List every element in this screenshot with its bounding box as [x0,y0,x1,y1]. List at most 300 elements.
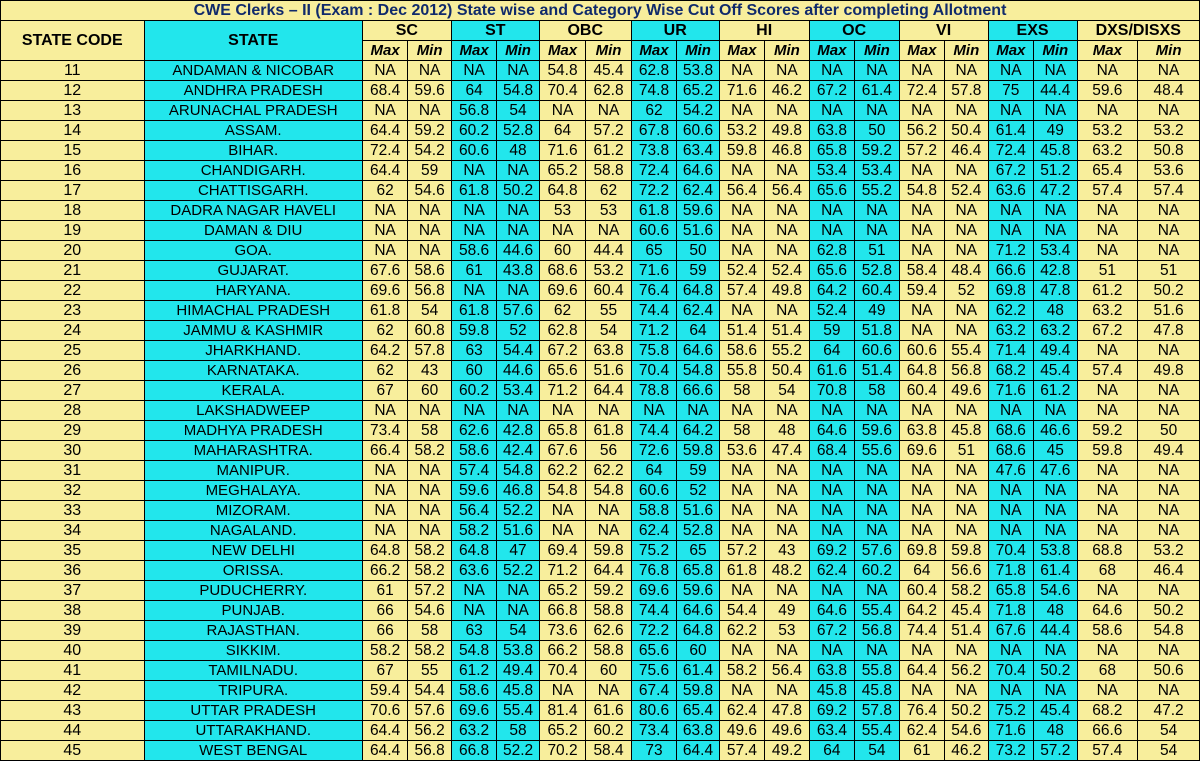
score-cell-dxs-disxs-max: 67.2 [1077,321,1138,341]
score-cell-ur-max: 70.4 [631,361,676,381]
score-cell-hi-max: NA [719,401,764,421]
state-name-cell: LAKSHADWEEP [144,401,362,421]
score-cell-st-max: 56.8 [451,101,496,121]
state-code-cell: 43 [1,701,145,721]
score-cell-vi-min: 59.8 [945,541,988,561]
score-cell-obc-max: 71.6 [539,141,586,161]
score-cell-obc-max: 71.2 [539,561,586,581]
score-cell-st-max: 61 [451,261,496,281]
score-cell-obc-min: 57.2 [586,121,631,141]
score-cell-oc-max: NA [809,401,854,421]
score-cell-vi-min: 55.4 [945,341,988,361]
score-cell-dxs-disxs-max: NA [1077,461,1138,481]
score-cell-exs-max: NA [988,521,1033,541]
score-cell-st-max: 63.6 [451,561,496,581]
score-cell-st-min: 52 [497,321,539,341]
score-cell-exs-max: NA [988,221,1033,241]
score-cell-vi-min: NA [945,201,988,221]
score-cell-vi-max: 64 [899,561,944,581]
state-name-cell: HARYANA. [144,281,362,301]
min-header-st: Min [497,41,539,61]
max-header-ur: Max [631,41,676,61]
score-cell-exs-max: 75.2 [988,701,1033,721]
score-cell-vi-min: NA [945,301,988,321]
score-cell-obc-max: 54.8 [539,481,586,501]
score-cell-dxs-disxs-min: 49.4 [1138,441,1200,461]
score-cell-exs-min: 51.2 [1034,161,1077,181]
score-cell-oc-max: NA [809,201,854,221]
score-cell-oc-min: 55.4 [855,721,899,741]
score-cell-exs-max: 63.2 [988,321,1033,341]
score-cell-oc-min: NA [855,61,899,81]
score-cell-exs-max: 68.6 [988,441,1033,461]
score-cell-hi-max: 57.4 [719,281,764,301]
state-code-cell: 22 [1,281,145,301]
score-cell-vi-max: NA [899,201,944,221]
score-cell-obc-min: 58.8 [586,161,631,181]
score-cell-dxs-disxs-min: 47.8 [1138,321,1200,341]
score-cell-exs-max: 68.6 [988,421,1033,441]
score-cell-st-max: 58.6 [451,681,496,701]
score-cell-hi-max: 62.2 [719,621,764,641]
score-cell-sc-min: 43 [408,361,451,381]
score-cell-oc-min: 49 [855,301,899,321]
score-cell-vi-max: NA [899,481,944,501]
score-cell-exs-min: 53.4 [1034,241,1077,261]
score-cell-st-min: 53.8 [497,641,539,661]
score-cell-exs-min: 61.2 [1034,381,1077,401]
score-cell-sc-max: NA [362,501,407,521]
score-cell-oc-max: 61.6 [809,361,854,381]
score-cell-exs-min: 45.4 [1034,701,1077,721]
score-cell-dxs-disxs-min: NA [1138,201,1200,221]
score-cell-vi-max: NA [899,521,944,541]
score-cell-hi-max: 58.2 [719,661,764,681]
category-header-obc: OBC [539,21,631,41]
score-cell-sc-min: 54.2 [408,141,451,161]
score-cell-dxs-disxs-min: 50.2 [1138,281,1200,301]
score-cell-ur-min: 52.8 [677,521,719,541]
min-header-ur: Min [677,41,719,61]
state-name-cell: UTTAR PRADESH [144,701,362,721]
score-cell-obc-max: 67.2 [539,341,586,361]
score-cell-dxs-disxs-max: NA [1077,401,1138,421]
score-cell-hi-max: NA [719,641,764,661]
score-cell-ur-max: NA [631,401,676,421]
state-code-cell: 13 [1,101,145,121]
score-cell-sc-max: NA [362,481,407,501]
score-cell-sc-max: 70.6 [362,701,407,721]
score-cell-oc-max: 64.6 [809,421,854,441]
table-row [1,461,1200,481]
score-cell-vi-max: 60.6 [899,341,944,361]
score-cell-dxs-disxs-min: NA [1138,221,1200,241]
score-cell-dxs-disxs-max: NA [1077,341,1138,361]
score-cell-ur-min: 65 [677,541,719,561]
score-cell-sc-max: 66.4 [362,441,407,461]
score-cell-oc-min: 61.4 [855,81,899,101]
table-row [1,441,1200,461]
score-cell-obc-max: 73.6 [539,621,586,641]
score-cell-hi-max: NA [719,681,764,701]
score-cell-oc-min: NA [855,221,899,241]
score-cell-sc-min: NA [408,61,451,81]
score-cell-obc-max: 60 [539,241,586,261]
score-cell-ur-min: 50 [677,241,719,261]
score-cell-exs-max: 70.4 [988,661,1033,681]
score-cell-sc-min: 58.2 [408,441,451,461]
table-title: CWE Clerks – II (Exam : Dec 2012) State wise and Category Wise Cut Off Scores after completing Allotment [1,1,1200,21]
score-cell-dxs-disxs-min: 54 [1138,741,1200,761]
score-cell-oc-min: 56.8 [855,621,899,641]
score-cell-exs-min: 49 [1034,121,1077,141]
score-cell-ur-max: 74.4 [631,421,676,441]
score-cell-hi-min: 51.4 [765,321,809,341]
score-cell-hi-max: NA [719,461,764,481]
state-code-cell: 11 [1,61,145,81]
score-cell-dxs-disxs-max: NA [1077,481,1138,501]
score-cell-hi-min: NA [765,501,809,521]
score-cell-obc-min: 58.8 [586,641,631,661]
table-row [1,261,1200,281]
score-cell-dxs-disxs-max: NA [1077,581,1138,601]
score-cell-ur-max: 73 [631,741,676,761]
score-cell-sc-max: 61.8 [362,301,407,321]
score-cell-vi-min: NA [945,61,988,81]
score-cell-dxs-disxs-max: 58.6 [1077,621,1138,641]
score-cell-hi-max: NA [719,581,764,601]
state-code-cell: 42 [1,681,145,701]
score-cell-sc-min: 54 [408,301,451,321]
score-cell-sc-max: 67.6 [362,261,407,281]
score-cell-st-min: 49.4 [497,661,539,681]
score-cell-hi-min: 53 [765,621,809,641]
score-cell-ur-min: 64.6 [677,601,719,621]
score-cell-exs-min: NA [1034,201,1077,221]
score-cell-oc-min: 58 [855,381,899,401]
score-cell-sc-min: NA [408,481,451,501]
score-cell-obc-min: 51.6 [586,361,631,381]
score-cell-dxs-disxs-max: NA [1077,681,1138,701]
table-row [1,501,1200,521]
score-cell-oc-max: NA [809,581,854,601]
category-header-ur: UR [631,21,719,41]
state-code-cell: 27 [1,381,145,401]
score-cell-vi-max: 59.4 [899,281,944,301]
score-cell-obc-max: 69.6 [539,281,586,301]
score-cell-sc-min: NA [408,461,451,481]
category-header-exs: EXS [988,21,1077,41]
score-cell-obc-min: NA [586,101,631,121]
table-row [1,721,1200,741]
score-cell-exs-min: NA [1034,401,1077,421]
score-cell-exs-max: 67.6 [988,621,1033,641]
score-cell-ur-max: 76.4 [631,281,676,301]
state-code-cell: 40 [1,641,145,661]
score-cell-exs-min: 44.4 [1034,621,1077,641]
score-cell-hi-min: NA [765,401,809,421]
state-code-cell: 41 [1,661,145,681]
score-cell-ur-min: 53.8 [677,61,719,81]
score-cell-st-min: NA [497,161,539,181]
score-cell-obc-max: 62.8 [539,321,586,341]
score-cell-sc-min: 58.2 [408,541,451,561]
score-cell-hi-max: NA [719,161,764,181]
max-header-dxs-disxs: Max [1077,41,1138,61]
score-cell-ur-min: 59.8 [677,681,719,701]
score-cell-hi-max: NA [719,501,764,521]
max-header-oc: Max [809,41,854,61]
score-cell-dxs-disxs-min: 57.4 [1138,181,1200,201]
score-cell-exs-max: 63.6 [988,181,1033,201]
score-cell-st-min: 42.8 [497,421,539,441]
score-cell-sc-min: 54.6 [408,181,451,201]
score-cell-dxs-disxs-max: 64.6 [1077,601,1138,621]
score-cell-hi-min: NA [765,461,809,481]
score-cell-sc-min: 59.6 [408,81,451,101]
score-cell-ur-max: 72.6 [631,441,676,461]
score-cell-st-max: 60 [451,361,496,381]
state-code-cell: 37 [1,581,145,601]
score-cell-obc-min: NA [586,681,631,701]
score-cell-vi-max: NA [899,221,944,241]
score-cell-ur-max: 72.4 [631,161,676,181]
score-cell-sc-min: 60 [408,381,451,401]
score-cell-sc-max: 64.4 [362,721,407,741]
table-row [1,61,1200,81]
score-cell-hi-min: 49 [765,601,809,621]
score-cell-exs-max: 61.4 [988,121,1033,141]
state-code-header: STATE CODE [1,21,145,61]
score-cell-sc-min: 54.6 [408,601,451,621]
score-cell-obc-min: 59.2 [586,581,631,601]
state-code-cell: 30 [1,441,145,461]
score-cell-st-min: 47 [497,541,539,561]
score-cell-oc-min: 60.2 [855,561,899,581]
score-cell-oc-max: NA [809,641,854,661]
state-code-cell: 21 [1,261,145,281]
score-cell-ur-max: 72.2 [631,181,676,201]
state-code-cell: 24 [1,321,145,341]
score-cell-hi-max: 49.6 [719,721,764,741]
score-cell-obc-max: 65.6 [539,361,586,381]
score-cell-sc-max: 69.6 [362,281,407,301]
score-cell-vi-min: NA [945,681,988,701]
score-cell-vi-min: 50.4 [945,121,988,141]
score-cell-vi-max: 69.6 [899,441,944,461]
score-cell-dxs-disxs-max: 61.2 [1077,281,1138,301]
score-cell-st-min: NA [497,221,539,241]
state-code-cell: 28 [1,401,145,421]
score-cell-st-min: 52.2 [497,501,539,521]
score-cell-sc-min: 56.2 [408,721,451,741]
score-cell-vi-min: 46.2 [945,741,988,761]
score-cell-vi-min: NA [945,481,988,501]
score-cell-exs-max: NA [988,101,1033,121]
score-cell-oc-min: 53.4 [855,161,899,181]
score-cell-dxs-disxs-min: NA [1138,501,1200,521]
score-cell-obc-max: 70.4 [539,661,586,681]
score-cell-dxs-disxs-max: 59.8 [1077,441,1138,461]
score-cell-ur-min: 59.6 [677,201,719,221]
score-cell-ur-max: 58.8 [631,501,676,521]
score-cell-obc-max: 64 [539,121,586,141]
score-cell-obc-max: 65.2 [539,721,586,741]
state-name-cell: RAJASTHAN. [144,621,362,641]
score-cell-ur-max: 75.8 [631,341,676,361]
score-cell-ur-min: 64.6 [677,161,719,181]
score-cell-hi-min: 49.6 [765,721,809,741]
score-cell-obc-min: 61.8 [586,421,631,441]
score-cell-oc-min: 45.8 [855,681,899,701]
state-code-cell: 15 [1,141,145,161]
score-cell-oc-min: NA [855,501,899,521]
score-cell-ur-min: 64.6 [677,341,719,361]
score-cell-obc-max: NA [539,501,586,521]
state-code-cell: 14 [1,121,145,141]
score-cell-dxs-disxs-max: 59.2 [1077,421,1138,441]
score-cell-oc-min: NA [855,481,899,501]
max-header-hi: Max [719,41,764,61]
table-row [1,601,1200,621]
score-cell-st-min: NA [497,581,539,601]
score-cell-obc-min: 53.2 [586,261,631,281]
score-cell-vi-min: 56.6 [945,561,988,581]
score-cell-st-max: 61.8 [451,181,496,201]
score-cell-exs-max: 70.4 [988,541,1033,561]
min-header-dxs-disxs: Min [1138,41,1200,61]
score-cell-obc-max: 65.2 [539,581,586,601]
score-cell-ur-max: 75.6 [631,661,676,681]
score-cell-hi-min: 56.4 [765,181,809,201]
score-cell-vi-min: 46.4 [945,141,988,161]
score-cell-sc-min: 57.2 [408,581,451,601]
score-cell-st-max: 60.2 [451,381,496,401]
score-cell-exs-min: NA [1034,521,1077,541]
score-cell-dxs-disxs-max: NA [1077,61,1138,81]
score-cell-vi-max: 64.8 [899,361,944,381]
score-cell-oc-max: 62.8 [809,241,854,261]
state-name-cell: CHANDIGARH. [144,161,362,181]
score-cell-sc-max: NA [362,101,407,121]
score-cell-hi-max: NA [719,101,764,121]
score-cell-dxs-disxs-min: NA [1138,581,1200,601]
state-code-cell: 35 [1,541,145,561]
state-name-cell: GOA. [144,241,362,261]
min-header-vi: Min [945,41,988,61]
score-cell-ur-min: 65.4 [677,701,719,721]
score-cell-sc-min: NA [408,221,451,241]
score-cell-sc-max: NA [362,521,407,541]
score-cell-vi-max: NA [899,101,944,121]
score-cell-sc-min: NA [408,521,451,541]
score-cell-sc-max: 61 [362,581,407,601]
score-cell-ur-max: 74.4 [631,301,676,321]
score-cell-obc-max: 71.2 [539,381,586,401]
score-cell-dxs-disxs-min: 51.6 [1138,301,1200,321]
score-cell-dxs-disxs-max: NA [1077,241,1138,261]
score-cell-ur-min: 66.6 [677,381,719,401]
score-cell-obc-max: NA [539,221,586,241]
category-header-st: ST [451,21,539,41]
score-cell-vi-min: 45.8 [945,421,988,441]
score-cell-obc-min: 63.8 [586,341,631,361]
state-name-cell: MADHYA PRADESH [144,421,362,441]
score-cell-oc-min: 60.6 [855,341,899,361]
score-cell-ur-min: 52 [677,481,719,501]
score-cell-ur-max: 65.6 [631,641,676,661]
score-cell-ur-min: 64.8 [677,621,719,641]
table-row [1,321,1200,341]
score-cell-dxs-disxs-min: 53.2 [1138,121,1200,141]
score-cell-vi-max: NA [899,61,944,81]
score-cell-hi-max: 56.4 [719,181,764,201]
score-cell-dxs-disxs-min: 53.6 [1138,161,1200,181]
score-cell-obc-max: 62.2 [539,461,586,481]
category-header-hi: HI [719,21,809,41]
score-cell-oc-max: NA [809,461,854,481]
score-cell-sc-min: 60.8 [408,321,451,341]
state-name-cell: TRIPURA. [144,681,362,701]
score-cell-hi-max: 57.2 [719,541,764,561]
score-cell-exs-max: 71.8 [988,561,1033,581]
score-cell-exs-max: NA [988,641,1033,661]
score-cell-vi-max: 64.4 [899,661,944,681]
score-cell-exs-min: 45.8 [1034,141,1077,161]
state-name-cell: HIMACHAL PRADESH [144,301,362,321]
state-header: STATE [144,21,362,61]
score-cell-vi-max: NA [899,461,944,481]
score-cell-oc-min: 55.8 [855,661,899,681]
score-cell-sc-min: 58.2 [408,641,451,661]
max-header-sc: Max [362,41,407,61]
score-cell-oc-min: 50 [855,121,899,141]
state-code-cell: 25 [1,341,145,361]
score-cell-exs-min: 45.4 [1034,361,1077,381]
score-cell-st-max: 60.6 [451,141,496,161]
score-cell-oc-max: NA [809,501,854,521]
score-cell-obc-min: 62 [586,181,631,201]
score-cell-vi-max: 61 [899,741,944,761]
score-cell-exs-min: 48 [1034,721,1077,741]
score-cell-exs-min: 47.8 [1034,281,1077,301]
score-cell-hi-max: 57.4 [719,741,764,761]
score-cell-obc-max: 64.8 [539,181,586,201]
score-cell-hi-min: NA [765,521,809,541]
state-code-cell: 44 [1,721,145,741]
score-cell-st-min: 52.2 [497,741,539,761]
score-cell-oc-max: 62.4 [809,561,854,581]
score-cell-obc-max: 67.6 [539,441,586,461]
score-cell-vi-max: NA [899,681,944,701]
score-cell-vi-min: NA [945,461,988,481]
score-cell-exs-max: 67.2 [988,161,1033,181]
score-cell-oc-max: 59 [809,321,854,341]
score-cell-dxs-disxs-min: 46.4 [1138,561,1200,581]
score-cell-st-min: 55.4 [497,701,539,721]
score-cell-ur-max: 80.6 [631,701,676,721]
score-cell-exs-min: 57.2 [1034,741,1077,761]
score-cell-exs-min: 53.8 [1034,541,1077,561]
title-row [1,1,1200,21]
table-row [1,281,1200,301]
score-cell-vi-max: 76.4 [899,701,944,721]
score-cell-st-max: 69.6 [451,701,496,721]
score-cell-st-min: 45.8 [497,681,539,701]
table-row [1,581,1200,601]
score-cell-vi-max: 63.8 [899,421,944,441]
score-cell-st-min: 52.2 [497,561,539,581]
